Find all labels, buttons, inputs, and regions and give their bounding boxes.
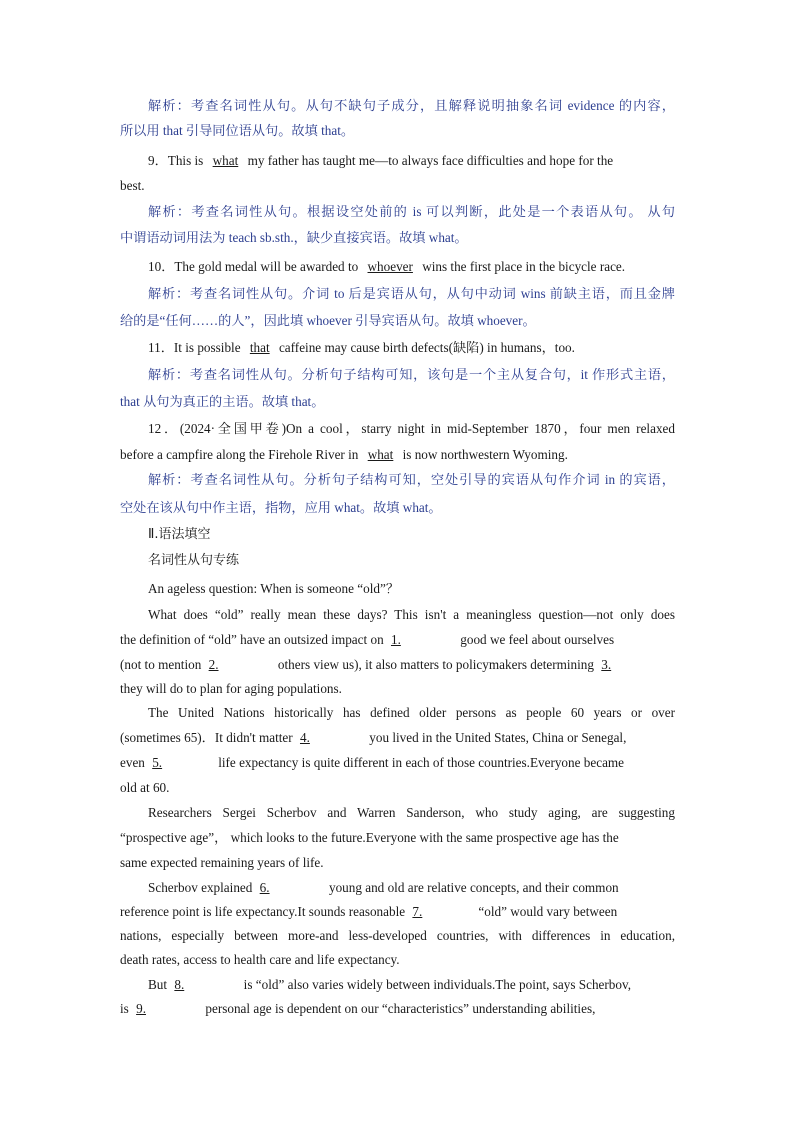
blank-8[interactable]: 8. <box>174 977 185 992</box>
analysis-9-line-2: 中谓语动词用法为 teach sb.sth.，缺少直接宾语。故填 what。 <box>120 230 468 245</box>
blank-6[interactable]: 6. <box>259 880 270 895</box>
answer-12: what <box>367 447 394 462</box>
blank-2[interactable]: 2. <box>208 657 219 672</box>
blank-9[interactable]: 9. <box>136 1001 146 1016</box>
para1-line-2: the definition of “old” have an outsized impact on 1. good we feel about ourselves <box>120 632 615 647</box>
para2-line-3: even 5. life expectancy is quite different in each of those countries.Everyone became <box>120 755 625 770</box>
section-title: Ⅱ.语法填空 <box>148 527 211 542</box>
analysis-11-line-2: that 从句为真正的主语。故填 that。 <box>120 394 325 409</box>
para3-line-3: same expected remaining years of life. <box>120 855 324 870</box>
passage-title: An ageless question: When is someone “old”？ <box>148 581 400 596</box>
para4-line-1: Scherbov explained 6. young and old are relative concepts, and their common <box>148 880 619 895</box>
para5-line-1: But 8. is “old” also varies widely between individuals.The point, says Scherbov, <box>148 977 632 992</box>
question-12-line-2: before a campfire along the Firehole River in what is now northwestern Wyoming. <box>120 447 568 462</box>
analysis-12-line-1: 解析：考查名词性从句。分析句子结构可知，空处引导的宾语从句作介词 in 的宾语， <box>148 472 675 487</box>
analysis-10-line-2: 给的是“任何……的人”，因此填 whoever 引导宾语从句。故填 whoever。 <box>120 313 536 328</box>
blank-5[interactable]: 5. <box>152 755 163 770</box>
analysis-8-line-2: 所以用 that 引导同位语从句。故填 that。 <box>120 123 355 138</box>
para3-line-1: Researchers Sergei Scherbov and Warren Sanderson, who study aging, are suggesting <box>148 805 675 820</box>
question-11: 11．It is possible that caffeine may cause birth defects(缺陷) in humans，too. <box>148 340 575 355</box>
para1-line-4: they will do to plan for aging populations. <box>120 681 342 696</box>
para2-line-4: old at 60. <box>120 780 170 795</box>
answer-11: that <box>249 340 270 355</box>
analysis-10-line-1: 解析：考查名词性从句。介词 to 后是宾语从句，从句中动词 wins 前缺主语，而且金牌 <box>148 286 675 301</box>
answer-9: what <box>212 153 239 168</box>
analysis-11-line-1: 解析：考查名词性从句。分析句子结构可知，该句是一个主从复合句，it 作形式主语， <box>148 367 675 382</box>
para5-line-2: is 9. personal age is dependent on our “characteristics” understanding abilities, <box>120 1001 596 1016</box>
question-9: 9．This is what my father has taught me—to always face difficulties and hope for the <box>148 153 614 168</box>
blank-7[interactable]: 7. <box>412 904 423 919</box>
question-10: 10．The gold medal will be awarded to whoever wins the first place in the bicycle race. <box>148 259 626 274</box>
answer-10: whoever <box>367 259 413 274</box>
para2-line-1: The United Nations historically has defined older persons as people 60 years or over <box>148 705 675 720</box>
analysis-8-line-1: 解析：考查名词性从句。从句不缺句子成分，且解释说明抽象名词 evidence 的内容， <box>148 98 675 113</box>
para1-line-1: What does “old” really mean these days? This isn't a meaningless question—not only does <box>148 607 675 622</box>
para4-line-3: nations, especially between more-and less-developed countries, with differences in education, <box>120 928 675 943</box>
blank-4[interactable]: 4. <box>299 730 310 745</box>
para2-line-2: (sometimes 65)．It didn't matter 4. you lived in the United States, China or Senegal, <box>120 730 627 745</box>
analysis-9-line-1: 解析：考查名词性从句。根据设空处前的 is 可以判断，此处是一个表语从句。 从句 <box>148 204 675 219</box>
analysis-12-line-2: 空处在该从句中作主语，指物，应用 what。故填 what。 <box>120 500 442 515</box>
question-9-cont: best. <box>120 178 145 193</box>
blank-3[interactable]: 3. <box>601 657 612 672</box>
para3-line-2: “prospective age”， which looks to the future.Everyone with the same prospective age has the <box>120 830 619 845</box>
para4-line-4: death rates, access to health care and life expectancy. <box>120 952 400 967</box>
para1-line-3: (not to mention 2. others view us), it also matters to policymakers determining 3. <box>120 656 675 674</box>
section-subtitle: 名词性从句专练 <box>148 553 240 568</box>
para4-line-2: reference point is life expectancy.It sounds reasonable 7. “old” would vary between <box>120 904 618 919</box>
question-12-line-1: 12．(2024·全国甲卷)On a cool，starry night in mid-September 1870，four men relaxed <box>148 421 675 436</box>
blank-1[interactable]: 1. <box>390 632 401 647</box>
